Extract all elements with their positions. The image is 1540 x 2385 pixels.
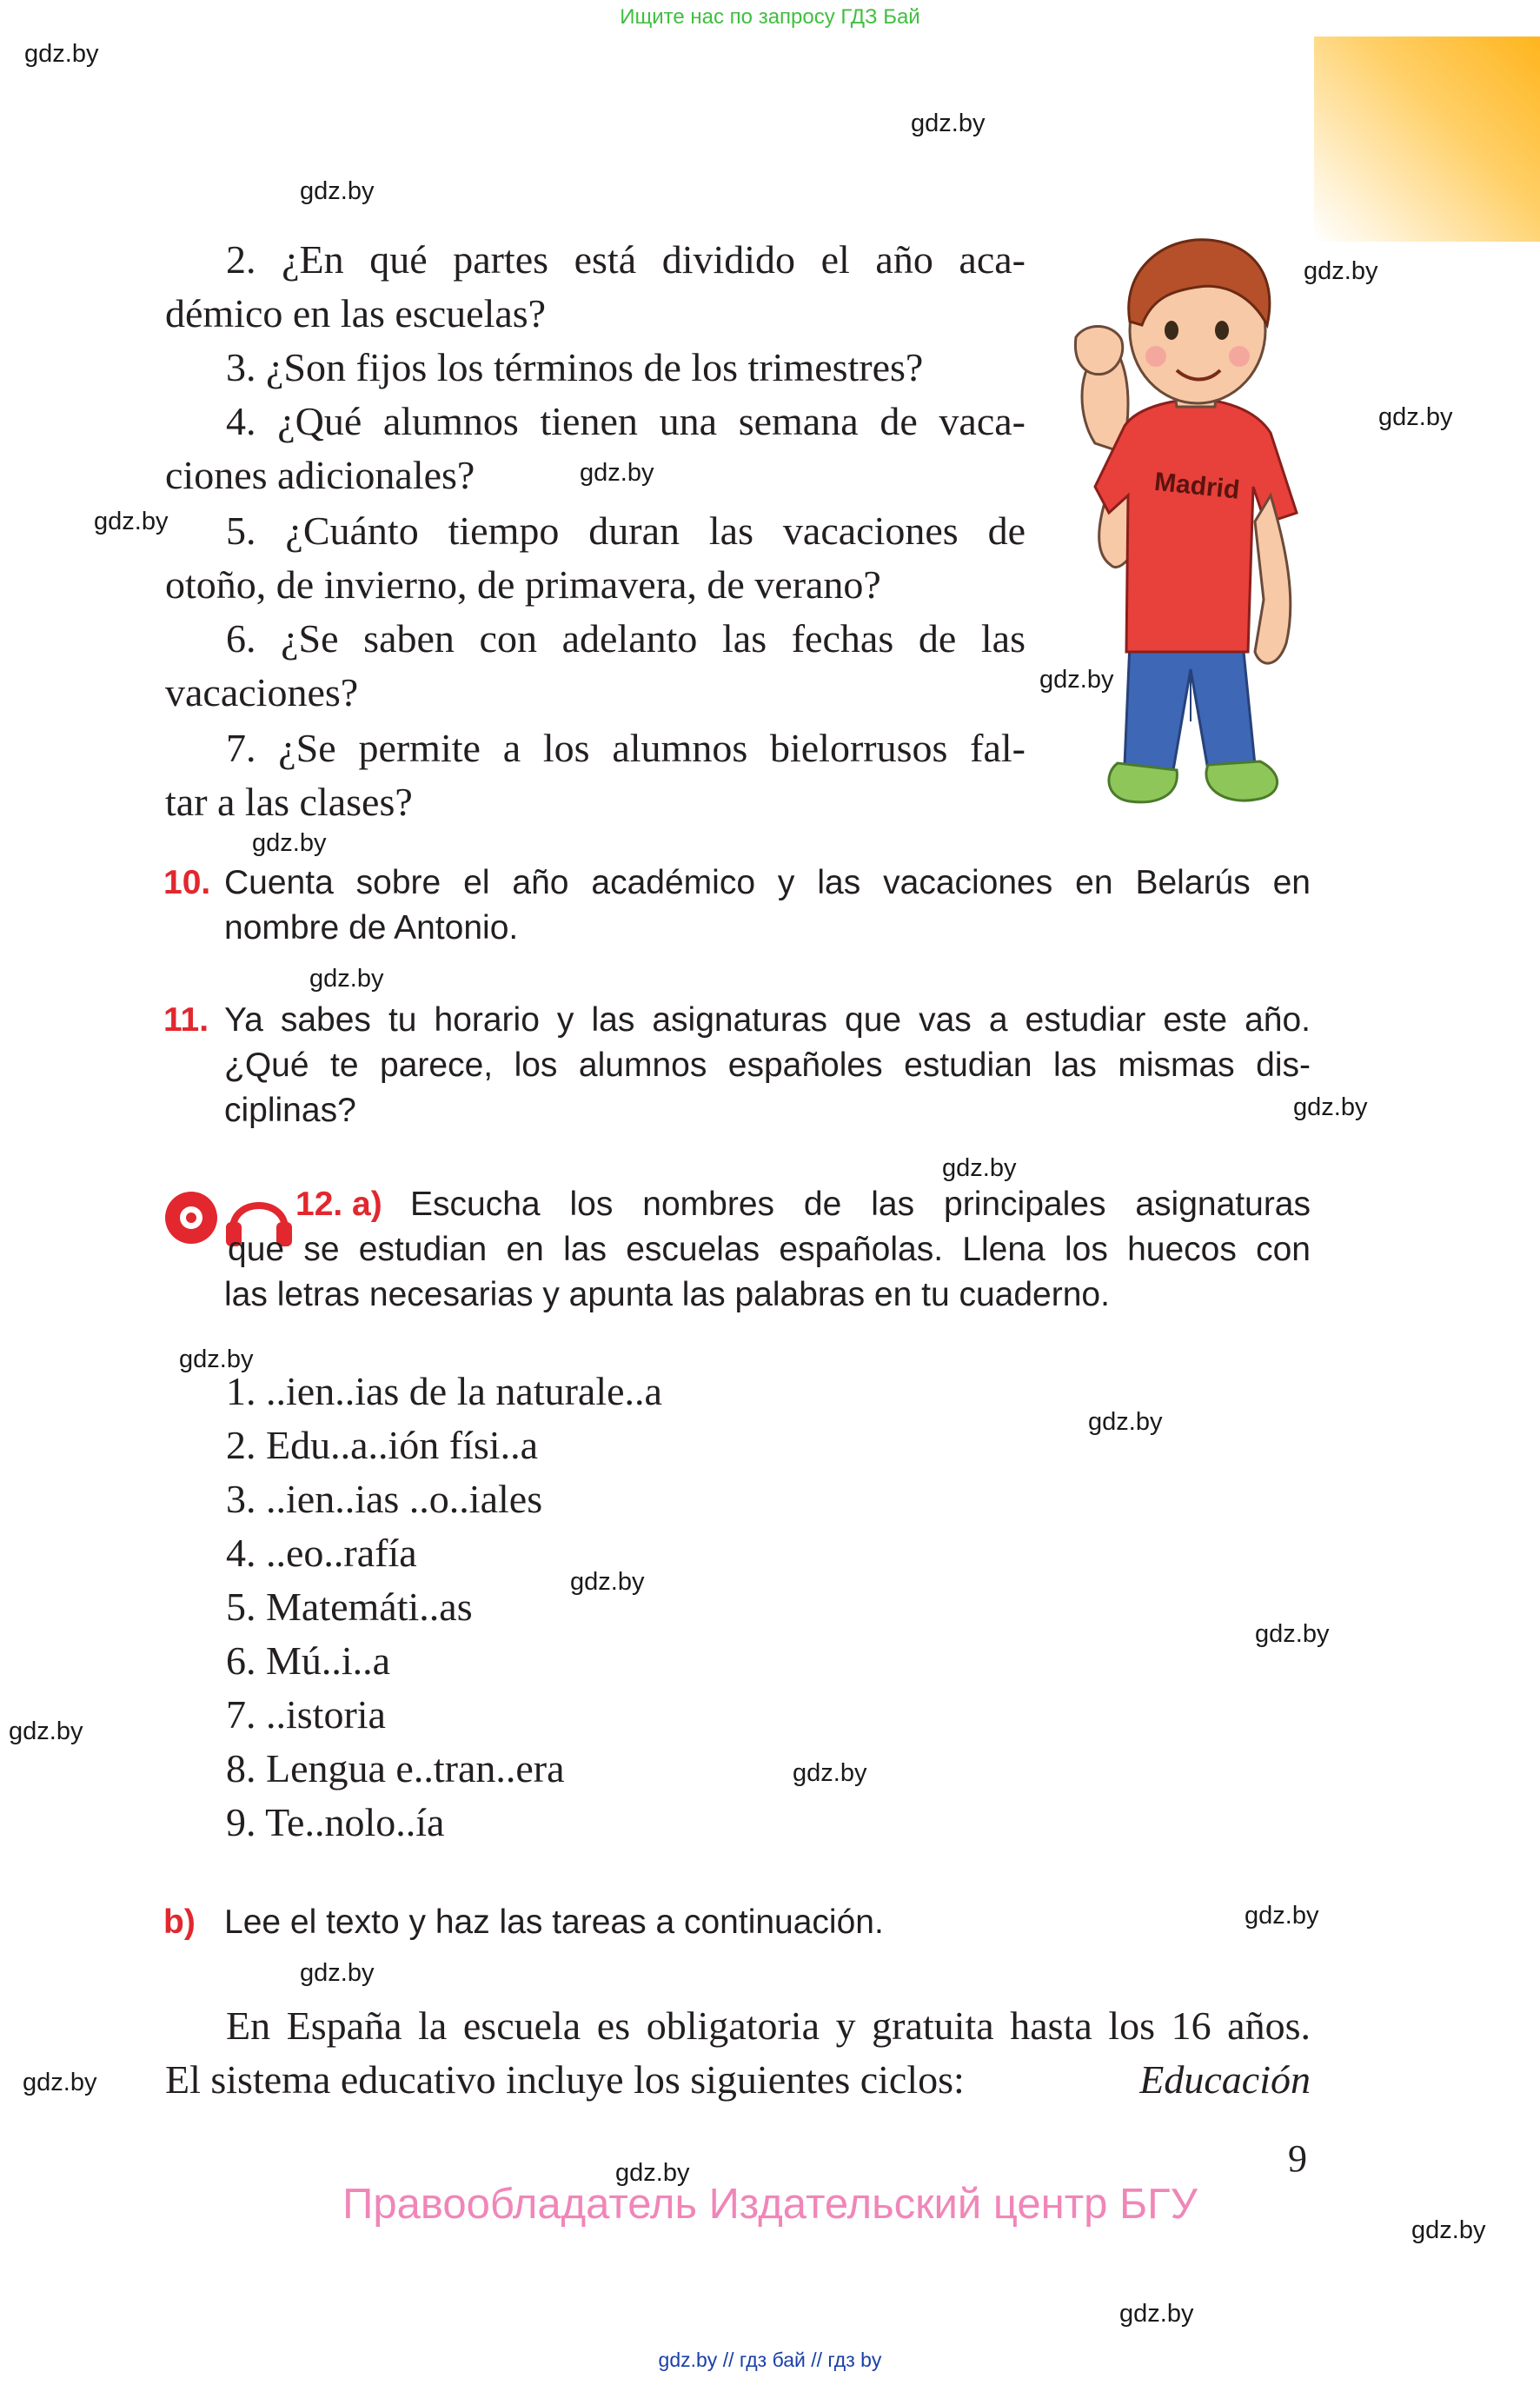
question-5-line-1: 5. ¿Cuánto tiempo duran las vacaciones de bbox=[226, 508, 1026, 553]
paragraph-line-2 bbox=[165, 2056, 1311, 2103]
watermark: gdz.by bbox=[911, 110, 986, 137]
bottom-links[interactable]: gdz.by // гдз бай // гдз by bbox=[658, 2348, 882, 2371]
watermark: gdz.by bbox=[580, 459, 654, 487]
exercise-12-line-3: las letras necesarias y apunta las palabras en tu cuaderno. bbox=[224, 1276, 1110, 1313]
watermark: gdz.by bbox=[942, 1154, 1017, 1182]
copyright-footer: Правообладатель Издательский центр БГУ bbox=[342, 2181, 1198, 2228]
watermark: gdz.by bbox=[1039, 666, 1114, 694]
question-2-line-2: démico en las escuelas? bbox=[165, 291, 547, 335]
subject-item: 3. ..ien..ias ..o..iales bbox=[226, 1477, 543, 1521]
question-5-line-2: otoño, de invierno, de primavera, de verano? bbox=[165, 562, 881, 607]
watermark: gdz.by bbox=[24, 40, 99, 68]
subject-item: 4. ..eo..rafía bbox=[226, 1531, 417, 1575]
watermark: gdz.by bbox=[1088, 1408, 1163, 1436]
paragraph-line-2-italic: Educación bbox=[1139, 2057, 1311, 2102]
watermark: gdz.by bbox=[570, 1568, 645, 1596]
question-4-line-2: ciones adicionales? bbox=[165, 453, 475, 497]
watermark: gdz.by bbox=[94, 508, 169, 535]
watermark: gdz.by bbox=[1293, 1093, 1368, 1121]
watermark: gdz.by bbox=[179, 1345, 254, 1373]
watermark: gdz.by bbox=[1304, 257, 1378, 285]
watermark: gdz.by bbox=[252, 829, 327, 857]
watermark: gdz.by bbox=[300, 1959, 375, 1987]
exercise-10-number: 10. bbox=[163, 864, 211, 901]
corner-decoration bbox=[1314, 37, 1540, 242]
subject-item: 7. ..istoria bbox=[226, 1692, 386, 1737]
part-b-label: b) bbox=[163, 1903, 196, 1941]
exercise-12-line-2: que se estudian en las escuelas españolas. Llena los huecos con bbox=[228, 1231, 1311, 1268]
exercise-11-line-1: Ya sabes tu horario y las asignaturas que vas a estudiar este año. bbox=[224, 1001, 1311, 1039]
exercise-12-line-1: Escucha los nombres de las principales asignaturas bbox=[410, 1186, 1311, 1223]
page-number: 9 bbox=[1288, 2137, 1307, 2180]
paragraph-line-2-text: El sistema educativo incluye los siguientes ciclos: bbox=[165, 2057, 975, 2102]
watermark: gdz.by bbox=[1378, 403, 1453, 431]
watermark: gdz.by bbox=[615, 2159, 690, 2187]
subject-item: 8. Lengua e..tran..era bbox=[226, 1746, 565, 1790]
watermark: gdz.by bbox=[1255, 1620, 1330, 1648]
subject-item: 5. Matemáti..as bbox=[226, 1584, 473, 1629]
exercise-11-number: 11. bbox=[163, 1001, 209, 1039]
question-6-line-2: vacaciones? bbox=[165, 670, 359, 714]
subject-item: 2. Edu..a..ión físi..a bbox=[226, 1423, 538, 1467]
exercise-10-line-2: nombre de Antonio. bbox=[224, 909, 519, 947]
watermark: gdz.by bbox=[300, 177, 375, 205]
subject-item: 1. ..ien..ias de la naturale..a bbox=[226, 1369, 662, 1413]
watermark: gdz.by bbox=[1245, 1902, 1319, 1930]
question-4-line-1: 4. ¿Qué alumnos tienen una semana de vaca- bbox=[226, 399, 1026, 443]
watermark: gdz.by bbox=[309, 965, 384, 993]
exercise-11-line-2: ¿Qué te parece, los alumnos españoles estudian las mismas dis- bbox=[224, 1046, 1311, 1084]
question-6-line-1: 6. ¿Se saben con adelanto las fechas de las bbox=[226, 616, 1026, 661]
watermark: gdz.by bbox=[23, 2069, 97, 2096]
watermark: gdz.by bbox=[793, 1759, 867, 1787]
cd-icon bbox=[165, 1192, 217, 1244]
question-2-line-1: 2. ¿En qué partes está dividido el año aca- bbox=[226, 237, 1026, 282]
exercise-11-line-3: ciplinas? bbox=[224, 1092, 356, 1129]
watermark: gdz.by bbox=[1411, 2216, 1486, 2244]
top-banner[interactable]: Ищите нас по запросу ГДЗ Бай bbox=[620, 5, 920, 29]
exercise-10-line-1: Cuenta sobre el año académico y las vacaciones en Belarús en bbox=[224, 864, 1311, 901]
subject-item: 9. Te..nolo..ía bbox=[226, 1800, 445, 1844]
watermark: gdz.by bbox=[9, 1717, 83, 1745]
paragraph-line-1: En España la escuela es obligatoria y gratuita hasta los 16 años. bbox=[226, 2003, 1311, 2048]
question-7-line-1: 7. ¿Se permite a los alumnos bielorrusos fal- bbox=[226, 726, 1026, 770]
part-b-text: Lee el texto y haz las tareas a continuación. bbox=[224, 1903, 884, 1941]
watermark: gdz.by bbox=[1119, 2300, 1194, 2328]
question-7-line-2: tar a las clases? bbox=[165, 780, 413, 824]
shirt-text: Madrid bbox=[1152, 467, 1241, 505]
question-3-line-1: 3. ¿Son fijos los términos de los trimestres? bbox=[226, 345, 924, 389]
exercise-12-number: 12. a) bbox=[295, 1186, 382, 1223]
boy-illustration bbox=[1069, 235, 1321, 826]
subject-item: 6. Mú..i..a bbox=[226, 1638, 391, 1683]
